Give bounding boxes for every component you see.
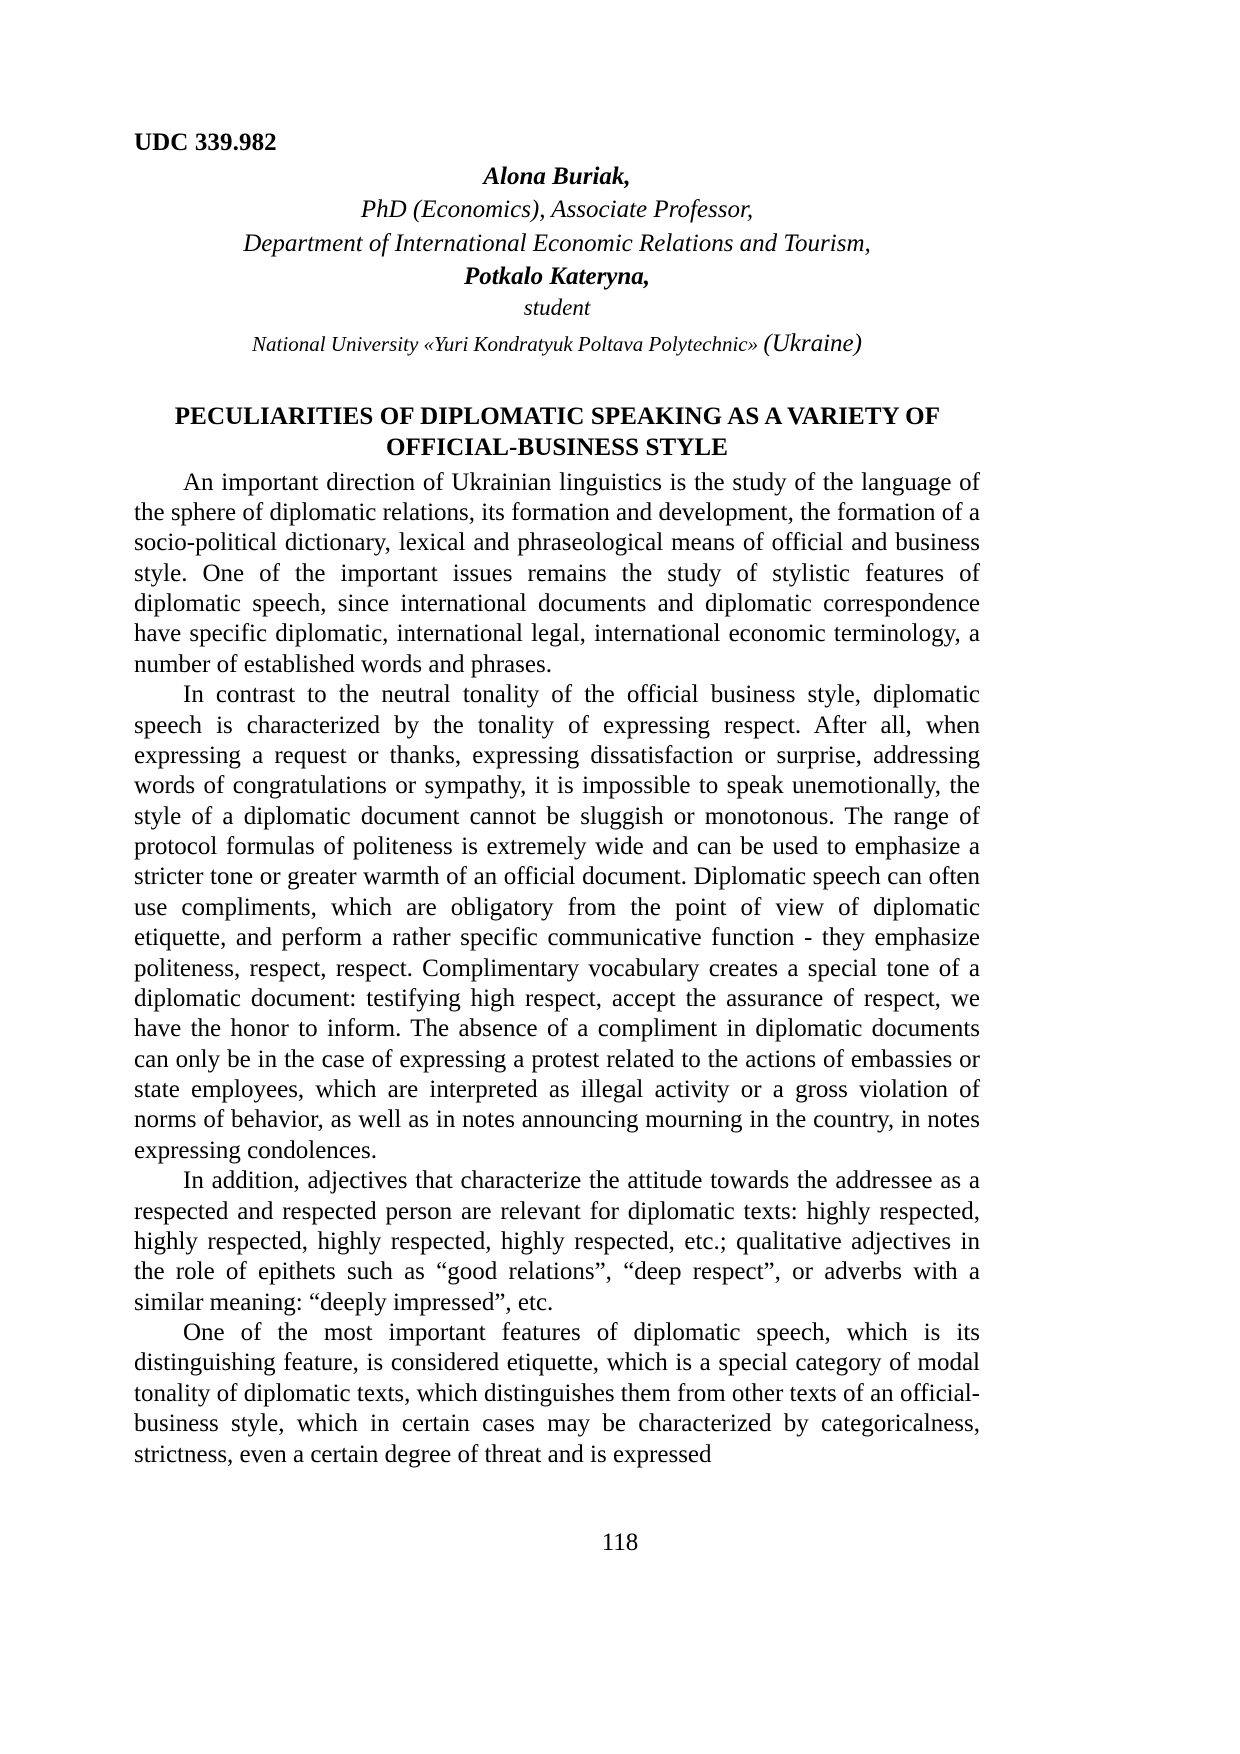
author-name: Alona Buriak, [483,163,631,190]
article-body [134,468,980,1470]
page-title [134,401,980,464]
author-department: Department of International Economic Relations and Tourism, [243,229,871,257]
body-paragraph: An important direction of Ukrainian linguistics is the study of the language of the sphere of diplomatic relations, its formation and development, the formation of a socio-political dictionary, lexical and phraseological means of official and business style. One of the important issues remains the study of stylistic features of diplomatic speech, since international documents and diplomatic correspondence have specific diplomatic, international legal, international economic terminology, a number of established words and phrases. [134,468,980,678]
udc-classifier: UDC 339.982 [134,129,277,156]
title-line-1: PECULIARITIES OF DIPLOMATIC SPEAKING AS A VARIETY OF [174,402,940,430]
body-paragraph: One of the most important features of diplomatic speech, which is its distinguishing feature, is considered etiquette, which is a special category of modal tonality of diplomatic texts, which distinguishes them from other texts of an official-business style, which in certain cases may be characterized by categoricalness, strictness, even a certain degree of threat and is expressed [134,1319,980,1468]
coauthor-name: Potkalo Kateryna, [463,262,651,290]
byline-block [134,160,980,361]
affiliation-country: (Ukraine) [763,329,862,357]
page-content [134,128,980,1470]
author-role: PhD (Economics), Associate Professor, [360,196,754,224]
affiliation [134,326,980,361]
coauthor-role: student [523,295,591,320]
title-line-2: OFFICIAL-BUSINESS STYLE [386,434,728,462]
page-number: 118 [601,1529,639,1556]
body-paragraph: In addition, adjectives that characterize the attitude towards the addressee as a respected and respected person are relevant for diplomatic texts: highly respected, highly respected, highly respected, highly respected, etc.; qualitative adjectives in the role of epithets such as “good relations”, “deep respect”, or adverbs with a similar meaning: “deeply impressed”, etc. [134,1167,980,1316]
affiliation-institution: National University «Yuri Kondratyuk Poltava Polytechnic» [252,331,764,356]
body-paragraph: In contrast to the neutral tonality of the official business style, diplomatic speech is characterized by the tonality of expressing respect. After all, when expressing a request or thanks, expressing dissatisfaction or surprise, addressing words of congratulations or sympathy, it is impossible to speak unemotionally, the style of a diplomatic document cannot be sluggish or monotonous. The range of protocol formulas of politeness is extremely wide and can be used to emphasize a stricter tone or greater warmth of an official document. Diplomatic speech can often use compliments, which are obligatory from the point of view of diplomatic etiquette, and perform a rather specific communicative function - they emphasize politeness, respect, respect. Complimentary vocabulary creates a special tone of a diplomatic document: testifying high respect, accept the assurance of respect, we have the honor to inform. The absence of a compliment in diplomatic documents can only be in the case of expressing a protest related to the actions of embassies or state employees, which are interpreted as illegal activity or a gross violation of norms of behavior, as well as in notes announcing mourning in the country, in notes expressing condolences. [134,681,980,1164]
